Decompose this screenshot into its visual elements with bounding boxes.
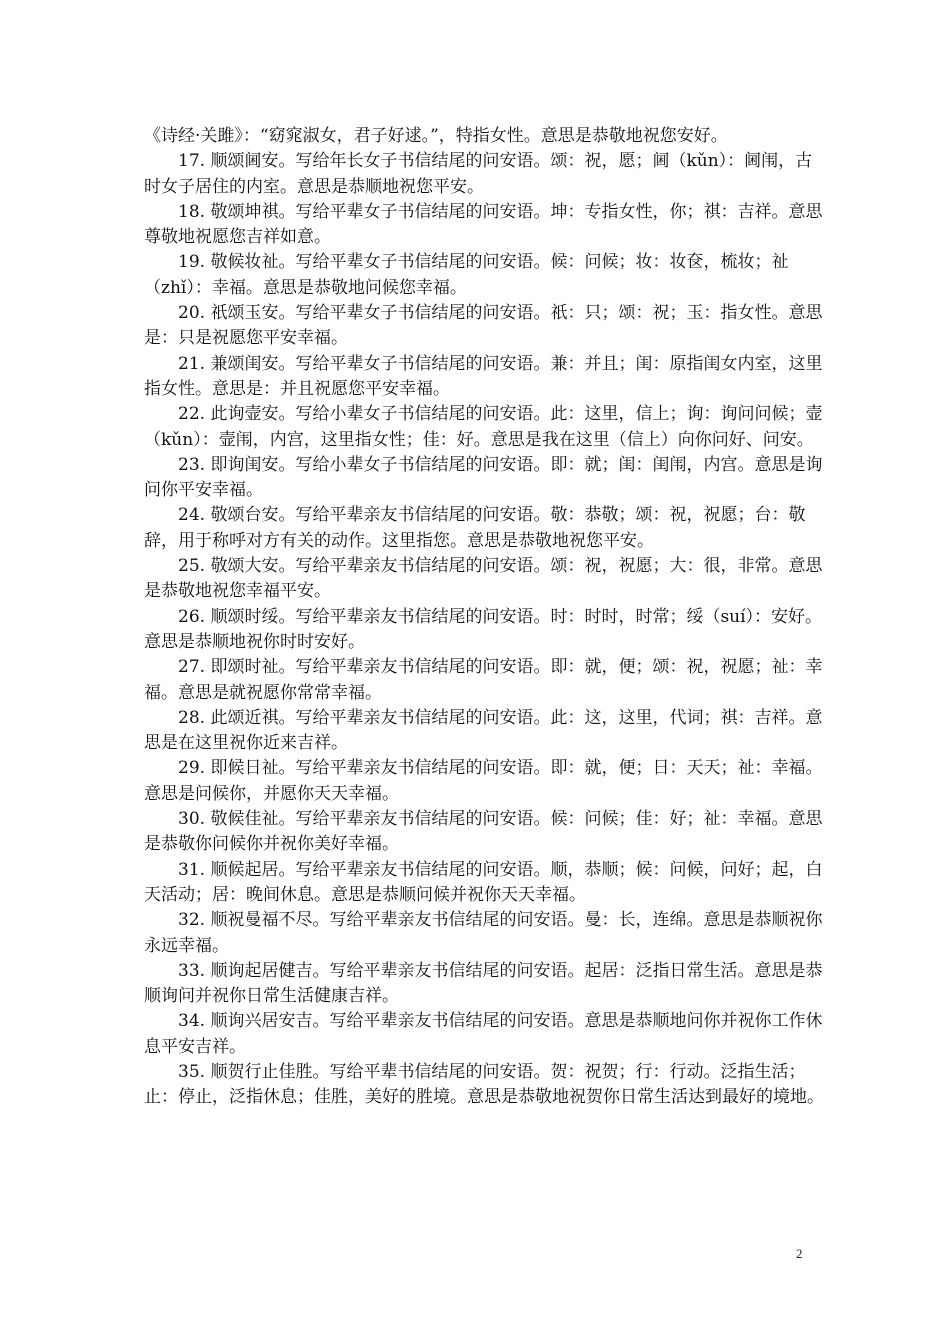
paragraph-item-18: 18. 敬颂坤祺。写给平辈女子书信结尾的问安语。坤：专指女性，你；祺：吉祥。意思尊敬地祝愿您吉祥如意。 [144,201,823,248]
paragraph-item-34: 34. 顺询兴居安吉。写给平辈亲友书信结尾的问安语。意思是恭顺地问你并祝你工作休息平安吉祥。 [144,1011,823,1057]
paragraph-item-27: 27. 即颂时祉。写给平辈亲友书信结尾的问安语。即：就，便；颂：祝，祝愿；祉：幸福。意思是就祝愿你常常幸福。 [144,657,823,703]
paragraph-item-26: 26. 顺颂时绥。写给平辈亲友书信结尾的问安语。时：时时，时常；绥（suí）：安好。意思是恭顺地祝你时时安好。 [144,606,823,652]
paragraph-continuation: 《诗经·关雎》：“窈窕淑女，君子好逑。”，特指女性。意思是恭敬地祝您安好。 [144,126,728,146]
paragraph-item-29: 29. 即候日祉。写给平辈亲友书信结尾的问安语。即：就，便；日：天天；祉：幸福。意思是问候你，并愿你天天幸福。 [144,758,823,804]
paragraph-item-22: 22. 此询壸安。写给小辈女子书信结尾的问安语。此：这里，信上；询：询问问候；壸（kǔn）：壸闱，内宫，这里指女性；佳：好。意思是我在这里（信上）向你问好、问安。 [144,404,823,450]
paragraph-item-25: 25. 敬颂大安。写给平辈亲友书信结尾的问安语。颂：祝，祝愿；大：很，非常。意思是恭敬地祝您幸福平安。 [144,556,823,602]
paragraph-item-30: 30. 敬候佳祉。写给平辈亲友书信结尾的问安语。候：问候；佳：好；祉：幸福。意思是恭敬你问候你并祝你美好幸福。 [144,809,823,855]
paragraph-item-32: 32. 顺祝曼福不尽。写给平辈亲友书信结尾的问安语。曼：长，连绵。意思是恭顺祝你永远幸福。 [144,910,823,956]
paragraph-item-31: 31. 顺候起居。写给平辈亲友书信结尾的问安语。顺，恭顺；候：问候，问好；起，白天活动；居：晚间休息。意思是恭顺问候并祝你天天幸福。 [144,859,823,905]
paragraph-item-28: 28. 此颂近祺。写给平辈亲友书信结尾的问安语。此：这，这里，代词；祺：吉祥。意思是在这里祝你近来吉祥。 [144,707,823,754]
paragraph-item-19: 19. 敬候妆祉。写给平辈女子书信结尾的问安语。候：问候；妆：妆奁，梳妆；祉（zhǐ）：幸福。意思是恭敬地问候您幸福。 [144,252,789,298]
document-body [144,124,824,1111]
paragraph-item-33: 33. 顺询起居健吉。写给平辈亲友书信结尾的问安语。起居：泛指日常生活。意思是恭顺询问并祝你日常生活健康吉祥。 [144,960,823,1007]
paragraph-item-17: 17. 顺颂阃安。写给年长女子书信结尾的问安语。颂：祝，愿；阃（kǔn）：阃闱，古时女子居住的内室。意思是恭顺地祝您平安。 [144,151,813,197]
paragraph-item-21: 21. 兼颂闺安。写给平辈女子书信结尾的问安语。兼：并且；闺：原指闺女内室，这里指女性。意思是：并且祝愿您平安幸福。 [144,353,823,399]
paragraph-item-20: 20. 祇颂玉安。写给平辈女子书信结尾的问安语。祇：只；颂：祝；玉：指女性。意思是：只是祝愿您平安幸福。 [144,303,823,349]
page-number: 2 [796,1246,803,1261]
paragraph-item-35: 35. 顺贺行止佳胜。写给平辈书信结尾的问安语。贺：祝贺；行：行动。泛指生活；止：停止，泛指休息；佳胜，美好的胜境。意思是恭敬地祝贺你日常生活达到最好的境地。 [144,1061,824,1108]
paragraph-item-24: 24. 敬颂台安。写给平辈亲友书信结尾的问安语。敬：恭敬；颂：祝，祝愿；台：敬辞，用于称呼对方有关的动作。这里指您。意思是恭敬地祝您平安。 [144,505,806,551]
paragraph-item-23: 23. 即询闺安。写给小辈女子书信结尾的问安语。即：就；闺：闺闱，内宫。意思是询问你平安幸福。 [144,454,823,501]
